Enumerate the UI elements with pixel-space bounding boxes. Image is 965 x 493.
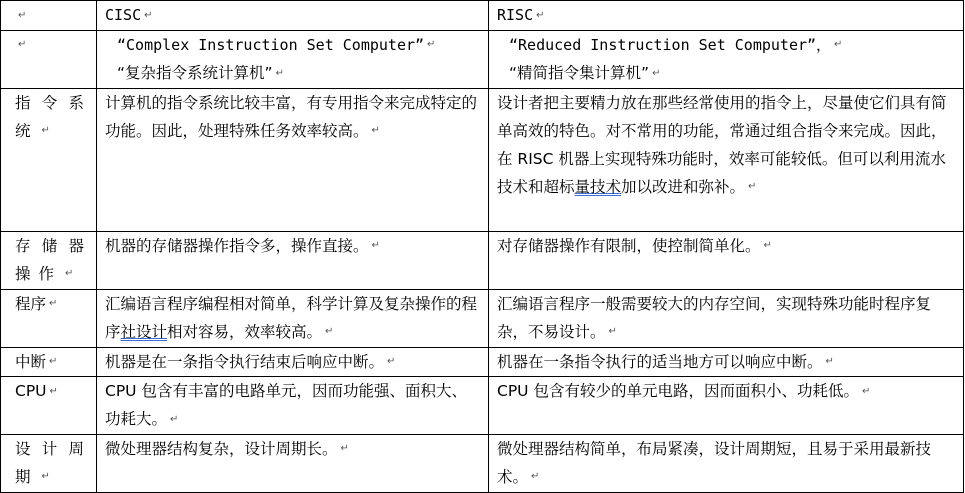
- memory-operation-aspect-cell[interactable]: [1, 231, 97, 289]
- proofing-marked-phrase[interactable]: 社设计: [120, 322, 168, 341]
- interrupt-risc-text: 机器在一条指令执行的适当地方可以响应中断。: [497, 352, 823, 371]
- full-name-cisc-cell[interactable]: [97, 30, 489, 88]
- risc-english-name: “Reduced Instruction Set Computer”，: [509, 35, 832, 54]
- design-cycle-cisc-cell[interactable]: [97, 434, 489, 492]
- table-row-program: [1, 289, 964, 347]
- program-aspect-cell[interactable]: [1, 289, 97, 347]
- paragraph-mark-icon: ↵: [531, 471, 540, 482]
- paragraph-mark-icon: ↵: [325, 326, 334, 337]
- paragraph-mark-icon: ↵: [41, 125, 50, 136]
- table-row-cpu: [1, 377, 964, 435]
- risc-chinese-name: “精简指令集计算机”: [509, 64, 650, 82]
- paragraph-mark-icon: ↵: [18, 9, 27, 21]
- table-row-memory-operation: [1, 231, 964, 289]
- table-row-instruction-set: [1, 88, 964, 231]
- paragraph-mark-icon: ↵: [275, 67, 284, 79]
- instruction-set-cisc-text: 计算机的指令系统比较丰富，有专用指令来完成特定的功能。因此，处理特殊任务效率较高。: [105, 93, 478, 140]
- program-risc-text: 汇编语言程序一般需要较大的内存空间，实现特殊功能时程序复杂，不易设计。: [497, 294, 932, 341]
- paragraph-mark-icon: ↵: [427, 39, 436, 50]
- header-risc-text: RISC: [497, 6, 534, 24]
- design-cycle-aspect-cell[interactable]: [1, 434, 97, 492]
- header-aspect-cell[interactable]: [1, 1, 97, 31]
- memory-operation-risc-cell[interactable]: [489, 231, 964, 289]
- paragraph-mark-icon: ↵: [861, 385, 871, 397]
- paragraph-mark-icon: ↵: [49, 356, 58, 367]
- proofing-marked-phrase[interactable]: 量技术: [574, 177, 622, 196]
- paragraph-mark-icon: ↵: [608, 326, 617, 337]
- paragraph-mark-icon: ↵: [340, 443, 349, 454]
- table-row-interrupt: [1, 347, 964, 377]
- paragraph-mark-icon: ↵: [763, 240, 772, 251]
- paragraph-mark-icon: ↵: [65, 268, 74, 279]
- table-row-design-cycle: [1, 434, 964, 492]
- memory-operation-risc-text: 对存储器操作有限制，使控制简单化。: [497, 236, 761, 255]
- cpu-aspect-text: CPU: [15, 382, 47, 400]
- design-cycle-risc-cell[interactable]: [489, 434, 964, 492]
- header-cisc-cell[interactable]: [97, 1, 489, 31]
- program-cisc-text-start: 汇编语言程序编程相对简单，科学计算及复杂操作的程序: [105, 294, 478, 341]
- cisc-english-name: “Complex Instruction Set Computer”: [117, 35, 425, 54]
- paragraph-mark-icon: ↵: [41, 471, 50, 482]
- instruction-set-cisc-cell[interactable]: [97, 88, 489, 231]
- cpu-risc-text: CPU 包含有较少的单元电路，因而面积小、功耗低。: [497, 382, 859, 400]
- program-cisc-text-end: 相对容易，效率较高。: [167, 322, 323, 341]
- design-cycle-cisc-text: 微处理器结构复杂，设计周期长。: [105, 439, 338, 458]
- paragraph-mark-icon: ↵: [371, 240, 380, 251]
- header-risc-cell[interactable]: [489, 1, 964, 31]
- header-cisc-text: CISC: [105, 6, 142, 24]
- cpu-cisc-text: CPU 包含有丰富的电路单元，因而功能强、面积大、功耗大。: [105, 382, 467, 428]
- paragraph-mark-icon: ↵: [49, 298, 58, 309]
- interrupt-cisc-text: 机器是在一条指令执行结束后响应中断。: [105, 352, 385, 371]
- paragraph-mark-icon: ↵: [18, 39, 27, 50]
- paragraph-mark-icon: ↵: [834, 39, 843, 50]
- design-cycle-risc-text: 微处理器结构简单，布局紧凑，设计周期短，且易于采用最新技术。: [497, 439, 932, 486]
- paragraph-mark-icon: ↵: [144, 9, 153, 21]
- instruction-set-aspect-text: 指令系统: [15, 93, 92, 140]
- interrupt-aspect-text: 中断: [15, 352, 47, 371]
- paragraph-mark-icon: ↵: [49, 385, 58, 397]
- cpu-cisc-cell[interactable]: [97, 377, 489, 435]
- program-cisc-cell[interactable]: [97, 289, 489, 347]
- memory-operation-aspect-text: 存储器操作: [15, 236, 92, 283]
- interrupt-cisc-cell[interactable]: [97, 347, 489, 377]
- interrupt-risc-cell[interactable]: [489, 347, 964, 377]
- program-risc-cell[interactable]: [489, 289, 964, 347]
- instruction-set-aspect-cell[interactable]: [1, 88, 97, 231]
- paragraph-mark-icon: ↵: [652, 67, 661, 79]
- paragraph-mark-icon: ↵: [825, 356, 834, 367]
- paragraph-mark-icon: ↵: [387, 356, 396, 367]
- memory-operation-cisc-cell[interactable]: [97, 231, 489, 289]
- paragraph-mark-icon: ↵: [170, 413, 179, 425]
- design-cycle-aspect-text: 设计周期: [15, 439, 92, 486]
- paragraph-mark-icon: ↵: [748, 181, 757, 192]
- full-name-aspect-cell[interactable]: [1, 30, 97, 88]
- table-row-full-name: [1, 30, 964, 88]
- full-name-risc-cell[interactable]: [489, 30, 964, 88]
- interrupt-aspect-cell[interactable]: [1, 347, 97, 377]
- paragraph-mark-icon: ↵: [536, 9, 545, 21]
- paragraph-mark-icon: ↵: [371, 125, 380, 136]
- table-header-row: [1, 1, 964, 31]
- cisc-chinese-name: “复杂指令系统计算机”: [117, 64, 273, 82]
- cpu-risc-cell[interactable]: [489, 377, 964, 435]
- memory-operation-cisc-text: 机器的存储器操作指令多，操作直接。: [105, 236, 369, 255]
- instruction-set-risc-cell[interactable]: [489, 88, 964, 231]
- instruction-set-risc-text-start: 设计者把主要精力放在那些经常使用的指令上，尽量使它们具有简单高效的特色。对不常用的功能，常通过组合指令来完成。因此，在 RISC 机器上实现特殊功能时，效率可能较低。但可以利用流水技术和超标: [497, 93, 947, 196]
- program-aspect-text: 程序: [15, 294, 47, 313]
- instruction-set-risc-text-end: 加以改进和弥补。: [621, 177, 746, 196]
- cpu-aspect-cell[interactable]: [1, 377, 97, 435]
